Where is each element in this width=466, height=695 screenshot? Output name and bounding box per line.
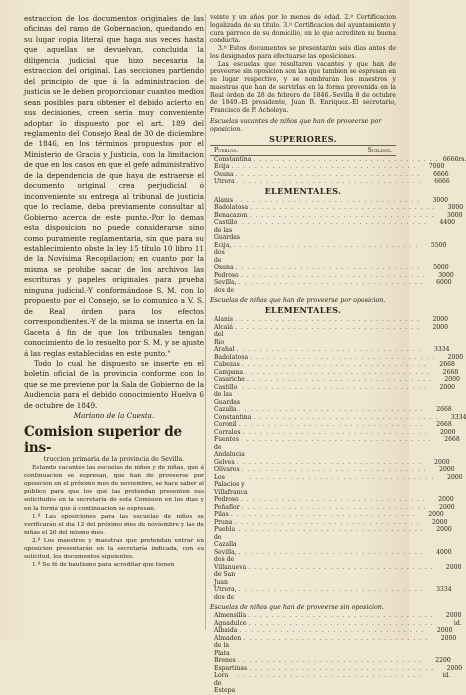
table-row <box>210 178 450 186</box>
leader-dots: . . . . . . . . . . . . . . . . . . . . . . . . . . . . . . . . <box>238 279 424 287</box>
table-row <box>210 353 464 362</box>
table-row <box>210 316 449 324</box>
pueblo-name: Espartinas <box>214 664 248 672</box>
table-row <box>210 271 454 280</box>
leader-dots: . . . . . . . . . . . . . . . . . . . . . . . . . . . . . . . . <box>234 518 420 526</box>
superiores-heading: SUPERIORES. <box>269 133 337 144</box>
pueblo-name: Almensilla <box>214 612 247 620</box>
commission-paragraph: 1.º Su fé de bautismo para acreditar que tienen <box>32 561 175 568</box>
leader-dots: . . . . . . . . . . . . . . . . . . . . . . . . . . . . . . . . <box>233 241 419 249</box>
leader-dots: . . . . . . . . . . . . . . . . . . . . . . . . . . . . . . . . <box>241 466 427 474</box>
pueblo-name: Alcalá del Rio <box>214 323 233 346</box>
pueblo-name: Pedroso <box>214 271 239 279</box>
table-row <box>210 383 456 407</box>
leader-dots: . . . . . . . . . . . . . . . . . . . . . . . . . . . . . . . . <box>240 496 426 504</box>
commission-subtitle: truccion primaria de la provincia de Sevilla. <box>43 455 185 463</box>
leader-dots: . . . . . . . . . . . . . . . . . . . . . . . . . . . . . . . . <box>242 219 428 227</box>
leader-dots: . . . . . . . . . . . . . . . . . . . . . . . . . . . . . . . . <box>246 436 432 444</box>
commission-title: Comision superior de ins- <box>24 423 182 456</box>
sueldo-value: 2000 <box>434 458 450 466</box>
sueldo-value: 2000 <box>445 563 462 571</box>
table-row <box>210 672 451 695</box>
sueldo-value: 4400 <box>439 219 456 227</box>
table-row <box>210 323 449 347</box>
pueblo-name: Cabezas <box>214 361 240 369</box>
leader-dots: . . . . . . . . . . . . . . . . . . . . . . . . . . . . . . . . <box>238 526 424 534</box>
commission-paragraph: 1.º Las oposiciones para las escuelas de niños se verificarán el dia 12 del próximo mes de noviembre y las de niñas el 26 del mismo mes. <box>24 513 204 536</box>
pueblo-name: Osuna <box>214 264 234 272</box>
sueldo-value: 3334 <box>436 586 452 594</box>
sueldo-value: 3000 <box>438 271 454 279</box>
pueblo-name: Albaida <box>214 627 238 635</box>
leader-dots: . . . . . . . . . . . . . . . . . . . . . . . . . . . . . . . . <box>238 421 424 429</box>
leader-dots: . . . . . . . . . . . . . . . . . . . . . . . . . . . . . . . . <box>242 428 428 436</box>
sueldo-value: 2668 <box>436 406 452 414</box>
sueldo-value: 2000 <box>439 383 456 391</box>
pueblo-name: Utrera <box>214 178 235 186</box>
leader-dots: . . . . . . . . . . . . . . . . . . . . . . . . . . . . . . . . <box>237 672 423 680</box>
pueblo-name: Aguadulce <box>214 619 247 627</box>
leader-dots: . . . . . . . . . . . . . . . . . . . . . . . . . . . . . . . . <box>231 163 417 171</box>
leader-dots: . . . . . . . . . . . . . . . . . . . . . . . . . . . . . . . . <box>239 627 425 635</box>
leader-dots: . . . . . . . . . . . . . . . . . . . . . . . . . . . . . . . . <box>248 563 434 571</box>
table-row <box>210 241 447 265</box>
leader-dots: . . . . . . . . . . . . . . . . . . . . . . . . . . . . . . . . <box>249 211 435 219</box>
leader-dots: . . . . . . . . . . . . . . . . . . . . . . . . . . . . . . . . <box>245 368 431 376</box>
pueblo-name: Castillo de las Guardas <box>214 383 240 406</box>
leader-dots: . . . . . . . . . . . . . . . . . . . . . . . . . . . . . . . . <box>248 619 434 627</box>
pueblo-name: Campana <box>214 368 244 376</box>
pueblo-name: Ecija <box>214 163 230 171</box>
sueldo-value: 2668 <box>436 421 452 429</box>
table-row <box>210 163 445 171</box>
pueblo-name: Los Palacios y Villafranca <box>214 473 248 496</box>
sueldo-value: 2000 <box>440 634 457 642</box>
leader-dots: . . . . . . . . . . . . . . . . . . . . . . . . . . . . . . . . <box>236 346 422 354</box>
pueblo-name: Osuna <box>214 170 234 178</box>
table-row <box>210 346 450 354</box>
sueldo-value: 2200 <box>435 657 451 665</box>
table-row <box>210 563 462 587</box>
leader-dots: . . . . . . . . . . . . . . . . . . . . . . . . . . . . . . . . <box>238 586 424 594</box>
sueldo-value: 2000 <box>445 612 462 620</box>
col-header-pueblos: Pueblos. <box>214 146 239 154</box>
sueldo-value: 2668 <box>444 436 460 444</box>
sueldo-value: 2000 <box>436 526 452 534</box>
sueldo-value: 7000 <box>428 163 445 171</box>
pueblo-name: Sevilla, dos de <box>214 548 237 564</box>
pueblo-name: Almaden de la Plata <box>214 634 242 657</box>
table-row <box>210 376 460 384</box>
sueldo-value: 2000 <box>444 376 460 384</box>
elementales-girls-list <box>210 316 466 601</box>
leader-dots: . . . . . . . . . . . . . . . . . . . . . . . . . . . . . . . . <box>241 503 427 511</box>
pueblo-name: Ecija, dos de <box>214 241 232 264</box>
table-row <box>210 458 450 467</box>
leader-dots: . . . . . . . . . . . . . . . . . . . . . . . . . . . . . . . . <box>240 271 426 279</box>
leader-dots: . . . . . . . . . . . . . . . . . . . . . . . . . . . . . . . . <box>243 634 429 642</box>
table-row <box>210 664 463 673</box>
superiores-list <box>210 155 466 186</box>
sueldo-value: 2000 <box>439 503 455 511</box>
table-row <box>210 413 466 422</box>
section-title-boys-oposicion: Escuelas vacantes de niños que han de proveerse por oposicion. <box>210 117 382 133</box>
leader-dots: . . . . . . . . . . . . . . . . . . . . . . . . . . . . . . . . <box>237 657 423 665</box>
table-row <box>210 219 456 242</box>
leader-dots: . . . . . . . . . . . . . . . . . . . . . . . . . . . . . . . . <box>238 406 424 414</box>
sin-oposicion-list <box>210 612 463 695</box>
leader-dots: . . . . . . . . . . . . . . . . . . . . . . . . . . . . . . . . <box>242 383 428 391</box>
leader-dots: . . . . . . . . . . . . . . . . . . . . . . . . . . . . . . . . <box>250 204 436 212</box>
section-title-girls-oposicion: Escuelas de niñas que han de proveerse por oposicion. <box>210 297 386 305</box>
leader-dots: . . . . . . . . . . . . . . . . . . . . . . . . . . . . . . . . <box>238 548 424 556</box>
pueblo-name: Castillo de las Guardas <box>214 219 240 242</box>
leader-dots: . . . . . . . . . . . . . . . . . . . . . . . . . . . . . . . . <box>234 196 421 204</box>
table-row <box>210 211 463 220</box>
pueblo-name: Olivares <box>214 466 240 474</box>
table-row <box>210 657 451 665</box>
table-row <box>210 511 444 519</box>
pueblo-name: Lora de Estepa <box>214 672 236 695</box>
leader-dots: . . . . . . . . . . . . . . . . . . . . . . . . . . . . . . . . <box>248 612 434 620</box>
sueldo-value: 6000 <box>436 279 452 287</box>
sueldo-value: 6666rs. <box>442 155 466 163</box>
pueblo-name: Brenes <box>214 657 236 665</box>
leader-dots: . . . . . . . . . . . . . . . . . . . . . . . . . . . . . . . . <box>230 511 416 519</box>
sueldo-value: 4000 <box>436 548 452 556</box>
sueldo-value: id. <box>442 672 451 680</box>
table-row <box>210 421 452 429</box>
sueldo-value: 2000 <box>440 428 456 436</box>
table-row <box>210 466 455 474</box>
table-row <box>210 406 452 414</box>
deadline-text: 3.º Estos documentos se presentarán seis dias antes de los designados para efectuarse las oposiciones. <box>210 45 396 60</box>
leader-dots: . . . . . . . . . . . . . . . . . . . . . . . . . . . . . . . . <box>236 458 422 466</box>
sueldo-value: 3000 <box>447 211 463 219</box>
elementales-heading: ELEMENTALES. <box>264 185 342 196</box>
section-title-sin-oposicion: Escuelas de niños que han de proveerse sin oposicion. <box>210 604 384 612</box>
pueblo-name: Alanis <box>214 196 233 204</box>
leader-dots: . . . . . . . . . . . . . . . . . . . . . . . . . . . . . . . . <box>249 664 435 672</box>
pueblo-name: Villanueva de San Juan <box>214 563 247 586</box>
sueldo-value: 2668 <box>439 361 455 369</box>
pueblo-name: Fuentes de Andalucia <box>214 436 245 459</box>
pueblo-name: Gelves <box>214 458 235 466</box>
appointment-text: Las escuelas que resultaren vacantes y que han de proveerse sin oposicion son las que tambien se espresan en su lugar respectivo, y se nombrarán los maestros y maestras que han de servirlas en la forma prevenida en la Real órden de 28 de febrero de 1846.-Sevilla 8 de octubre de 1849.-El presidente, Juan B. Enriquez.-El secretario, Francisco de P. Acholeya. <box>210 60 396 114</box>
table-header <box>210 145 396 156</box>
table-row <box>210 155 466 164</box>
sueldo-value: 3000 <box>447 204 464 212</box>
sueldo-value: 5500 <box>430 241 447 249</box>
leader-dots: . . . . . . . . . . . . . . . . . . . . . . . . . . . . . . . . <box>234 323 421 331</box>
leader-dots: . . . . . . . . . . . . . . . . . . . . . . . . . . . . . . . . <box>253 413 439 421</box>
pueblo-name: Utrera, dos de <box>214 586 237 601</box>
leader-dots: . . . . . . . . . . . . . . . . . . . . . . . . . . . . . . . . <box>235 264 421 272</box>
sueldo-value: 6666 <box>433 170 449 178</box>
leader-dots: . . . . . . . . . . . . . . . . . . . . . . . . . . . . . . . . <box>236 178 422 186</box>
table-row <box>210 428 456 437</box>
leader-dots: . . . . . . . . . . . . . . . . . . . . . . . . . . . . . . . . <box>249 473 435 481</box>
pueblo-name: Corrales <box>214 428 241 436</box>
table-row <box>210 473 463 497</box>
table-row <box>210 518 448 527</box>
pueblo-name: Benacazon <box>214 211 248 219</box>
pueblo-name: Cazalla <box>214 406 237 414</box>
sueldo-value: 2000 <box>447 353 464 361</box>
elementales-boys-list <box>210 196 464 295</box>
requirements-text: veinte y un años por lo menos de edad. 2.º Certificacion legalizada de su título. 3.º Certificacion del ayuntamiento y cura párroco de su domicilio, en lo que acrediten su buena conducta. <box>210 14 396 45</box>
column-divider <box>205 14 206 630</box>
pueblo-name: Coronil <box>214 421 237 429</box>
commission-paragraph: 2.º Los maestros y maestras que pretendan entrar en oposicion presentarán en la secretaría indicada, con su solicitud, los documentos siguientes. <box>24 537 204 560</box>
sueldo-value: id. <box>453 619 462 627</box>
pueblo-name: Sevilla, dos de <box>214 279 237 294</box>
sueldo-value: 2000 <box>436 627 453 635</box>
table-row <box>210 627 453 635</box>
leader-dots: . . . . . . . . . . . . . . . . . . . . . . . . . . . . . . . . <box>235 170 421 178</box>
publication-order-text: Todo lo cual he dispuesto se inserte en el boletín oficial de la provincia conforme con lo que se me previene por la Sala de Gobierno de la Audiencia para el debido conocimiento Huelva 6 de octubre de 1849. <box>24 358 204 410</box>
table-row <box>210 526 452 549</box>
table-row <box>210 368 459 377</box>
pueblo-name: Arahal <box>214 346 235 354</box>
pueblo-name: Pilas <box>214 511 229 519</box>
royal-order-text: estraccion de los documentos originales de las oficinas del ramo de Gobernacion, quedando en su lugar copia literal que haga sus veces hasta que aquellas se devuelvan, concluida la diligencia judicial que hizo necesaria la estraccion del original. Las secciones partiendo del principio de que á la administracion de justicia se le deben proporcionar cuantos medios sean posibles para obtener el debido acierto en sus decisiones, creen seria muy conveniente adoptar lo dispuesto por el art. 189 del reglamento del Consejo Real de 30 de diciembre de 1846, en los términos propuestos por el Ministerio de Gracia y Justicia, con la limitacion de que en los casos en que el gefe administrativo de la dependencia de que haya de estraerse el documento original crea perjudicial ó inconveniente su entrega al tribunal de justicia que lo reclame, deba previamente consultar al Gobierno acerca de este punto.-Por lo demas esta disposicion no puede considerarse sino como puramente reglamentaria, sin que para su establecimiento obste la ley 15 título 10 libro 11 de la Novísima Recopilacion; en cuanto por la misma se prohibe sacar de los archivos las escrituras y papeles originales para prueba ninguna judicial.-Y conformándose S. M. con lo propuesto por el Consejo, se lo comunico a V. S. de Real órden para los efectos correspondientes.-Y de la misma se inserta en la Gaceta á fin de que los tribunales tengan conocimiento de lo resuelto por S. M. y se ajuste á las reglas establecidas en este punto." <box>24 14 204 358</box>
sueldo-value: 2000 <box>438 496 454 504</box>
left-signature: Mariano de la Cuesta. <box>73 411 155 421</box>
sueldo-value: 2000 <box>432 323 449 331</box>
leader-dots: . . . . . . . . . . . . . . . . . . . . . . . . . . . . . . . . <box>253 155 439 163</box>
pueblo-name: Peñaflor <box>214 503 240 511</box>
table-row <box>210 503 455 512</box>
sueldo-value: 2000 <box>439 466 455 474</box>
pueblo-name: Badolatosa <box>214 204 249 212</box>
sueldo-value: 2668 <box>442 368 459 376</box>
table-row <box>210 170 449 179</box>
pueblo-name: Puebla de Cazalla <box>214 526 237 549</box>
table-row <box>210 634 457 658</box>
sueldo-value: 2000 <box>432 518 448 526</box>
right-column <box>210 14 466 695</box>
elementales-girls-heading: ELEMENTALES. <box>264 305 342 316</box>
sueldo-value: 2000 <box>428 511 444 519</box>
pueblo-name: Pedroso <box>214 496 239 504</box>
sueldo-value: 3334 <box>450 413 466 421</box>
pueblo-name: Constantina <box>214 413 252 421</box>
sueldo-value: 3000 <box>432 196 449 204</box>
left-column <box>24 14 204 569</box>
leader-dots: . . . . . . . . . . . . . . . . . . . . . . . . . . . . . . . . <box>246 376 432 384</box>
sueldo-value: 6666 <box>434 178 450 186</box>
pueblo-name: Casariche <box>214 376 245 384</box>
table-row <box>210 196 449 205</box>
table-row <box>210 496 454 504</box>
table-row <box>210 361 455 369</box>
leader-dots: . . . . . . . . . . . . . . . . . . . . . . . . . . . . . . . . <box>241 361 427 369</box>
table-row <box>210 264 449 272</box>
pueblo-name: Constantina <box>214 155 252 163</box>
pueblo-name: Badolatosa <box>214 353 249 361</box>
leader-dots: . . . . . . . . . . . . . . . . . . . . . . . . . . . . . . . . <box>250 353 436 361</box>
table-row <box>210 612 462 620</box>
table-row <box>210 279 452 294</box>
table-row <box>210 586 452 601</box>
table-row <box>210 436 460 459</box>
table-row <box>210 548 452 564</box>
table-row <box>210 204 464 212</box>
commission-paragraph: Estando vacantes las escuelas de niños y de niñas, que á continuacion se espresan, que han de proveerse por oposicion en el próximo mes de noviembre, se hace saber al público para que los que las pretendan presenten sus solicitudes en la secretaria de esta Comision en los dias y en la forma que á continuacion se espresan. <box>24 465 204 512</box>
sueldo-value: 3334 <box>434 346 450 354</box>
sueldo-value: 2000 <box>432 316 449 324</box>
sueldo-value: 5000 <box>433 264 449 272</box>
table-row <box>210 619 462 628</box>
col-header-sueldos: Sueldos. <box>367 146 392 154</box>
leader-dots: . . . . . . . . . . . . . . . . . . . . . . . . . . . . . . . . <box>234 316 421 324</box>
sueldo-value: 2000 <box>446 664 463 672</box>
sueldo-value: 2000 <box>447 473 463 481</box>
pueblo-name: Alanis <box>214 316 233 324</box>
pueblo-name: Pruna <box>214 518 233 526</box>
